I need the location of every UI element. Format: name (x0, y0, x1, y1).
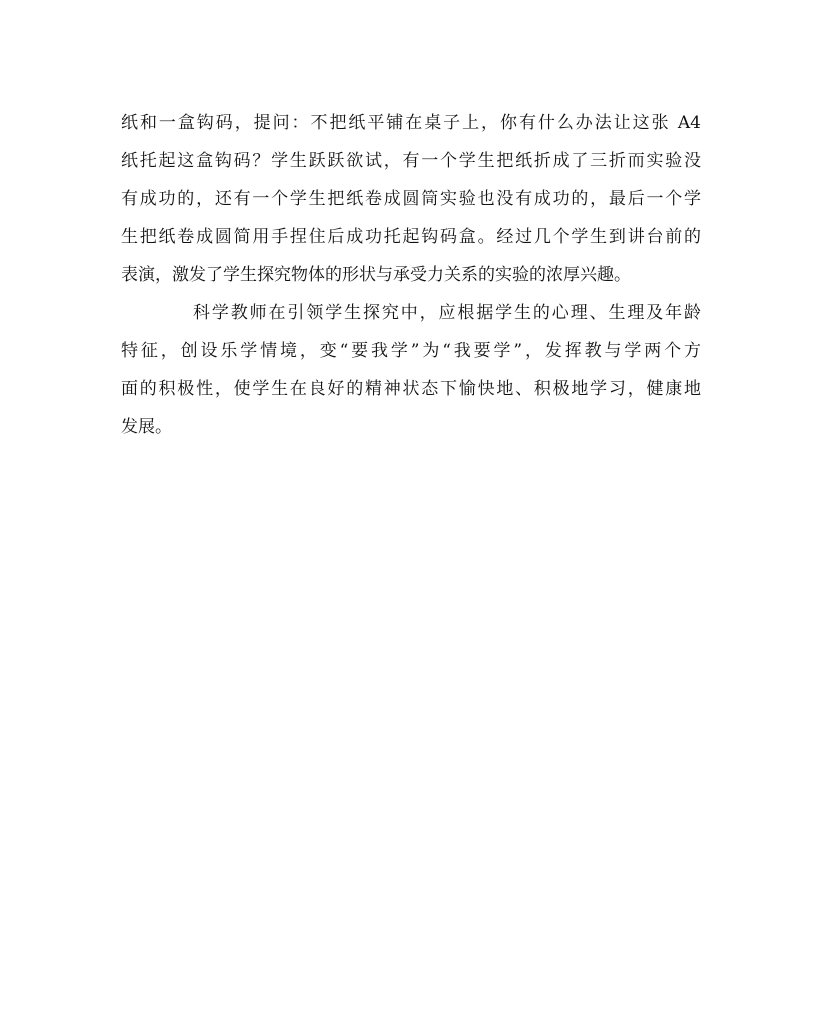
paragraph-line: 发展。 (121, 417, 172, 437)
paragraph-2 (121, 294, 701, 446)
paragraph-line: 特征，创设乐学情境，变“要我学”为“我要学”，发挥教与学两个方 (121, 341, 701, 361)
paragraph-line: 纸和一盒钩码，提问：不把纸平铺在桌子上，你有什么办法让这张 A4 (121, 113, 701, 133)
paragraph-line: 面的积极性，使学生在良好的精神状态下愉快地、积极地学习，健康地 (121, 379, 701, 399)
paragraph-line: 表演，激发了学生探究物体的形状与承受力关系的实验的浓厚兴趣。 (121, 265, 631, 285)
paragraph-1 (121, 104, 701, 294)
paragraph-line: 科学教师在引领学生探究中，应根据学生的心理、生理及年龄 (193, 303, 701, 323)
paragraph-line: 有成功的，还有一个学生把纸卷成圆筒实验也没有成功的，最后一个学 (121, 189, 701, 209)
document-body (121, 104, 701, 446)
paragraph-line: 纸托起这盒钩码？学生跃跃欲试，有一个学生把纸折成了三折而实验没 (121, 151, 701, 171)
paragraph-line: 生把纸卷成圆简用手捏住后成功托起钩码盒。经过几个学生到讲台前的 (121, 227, 701, 247)
